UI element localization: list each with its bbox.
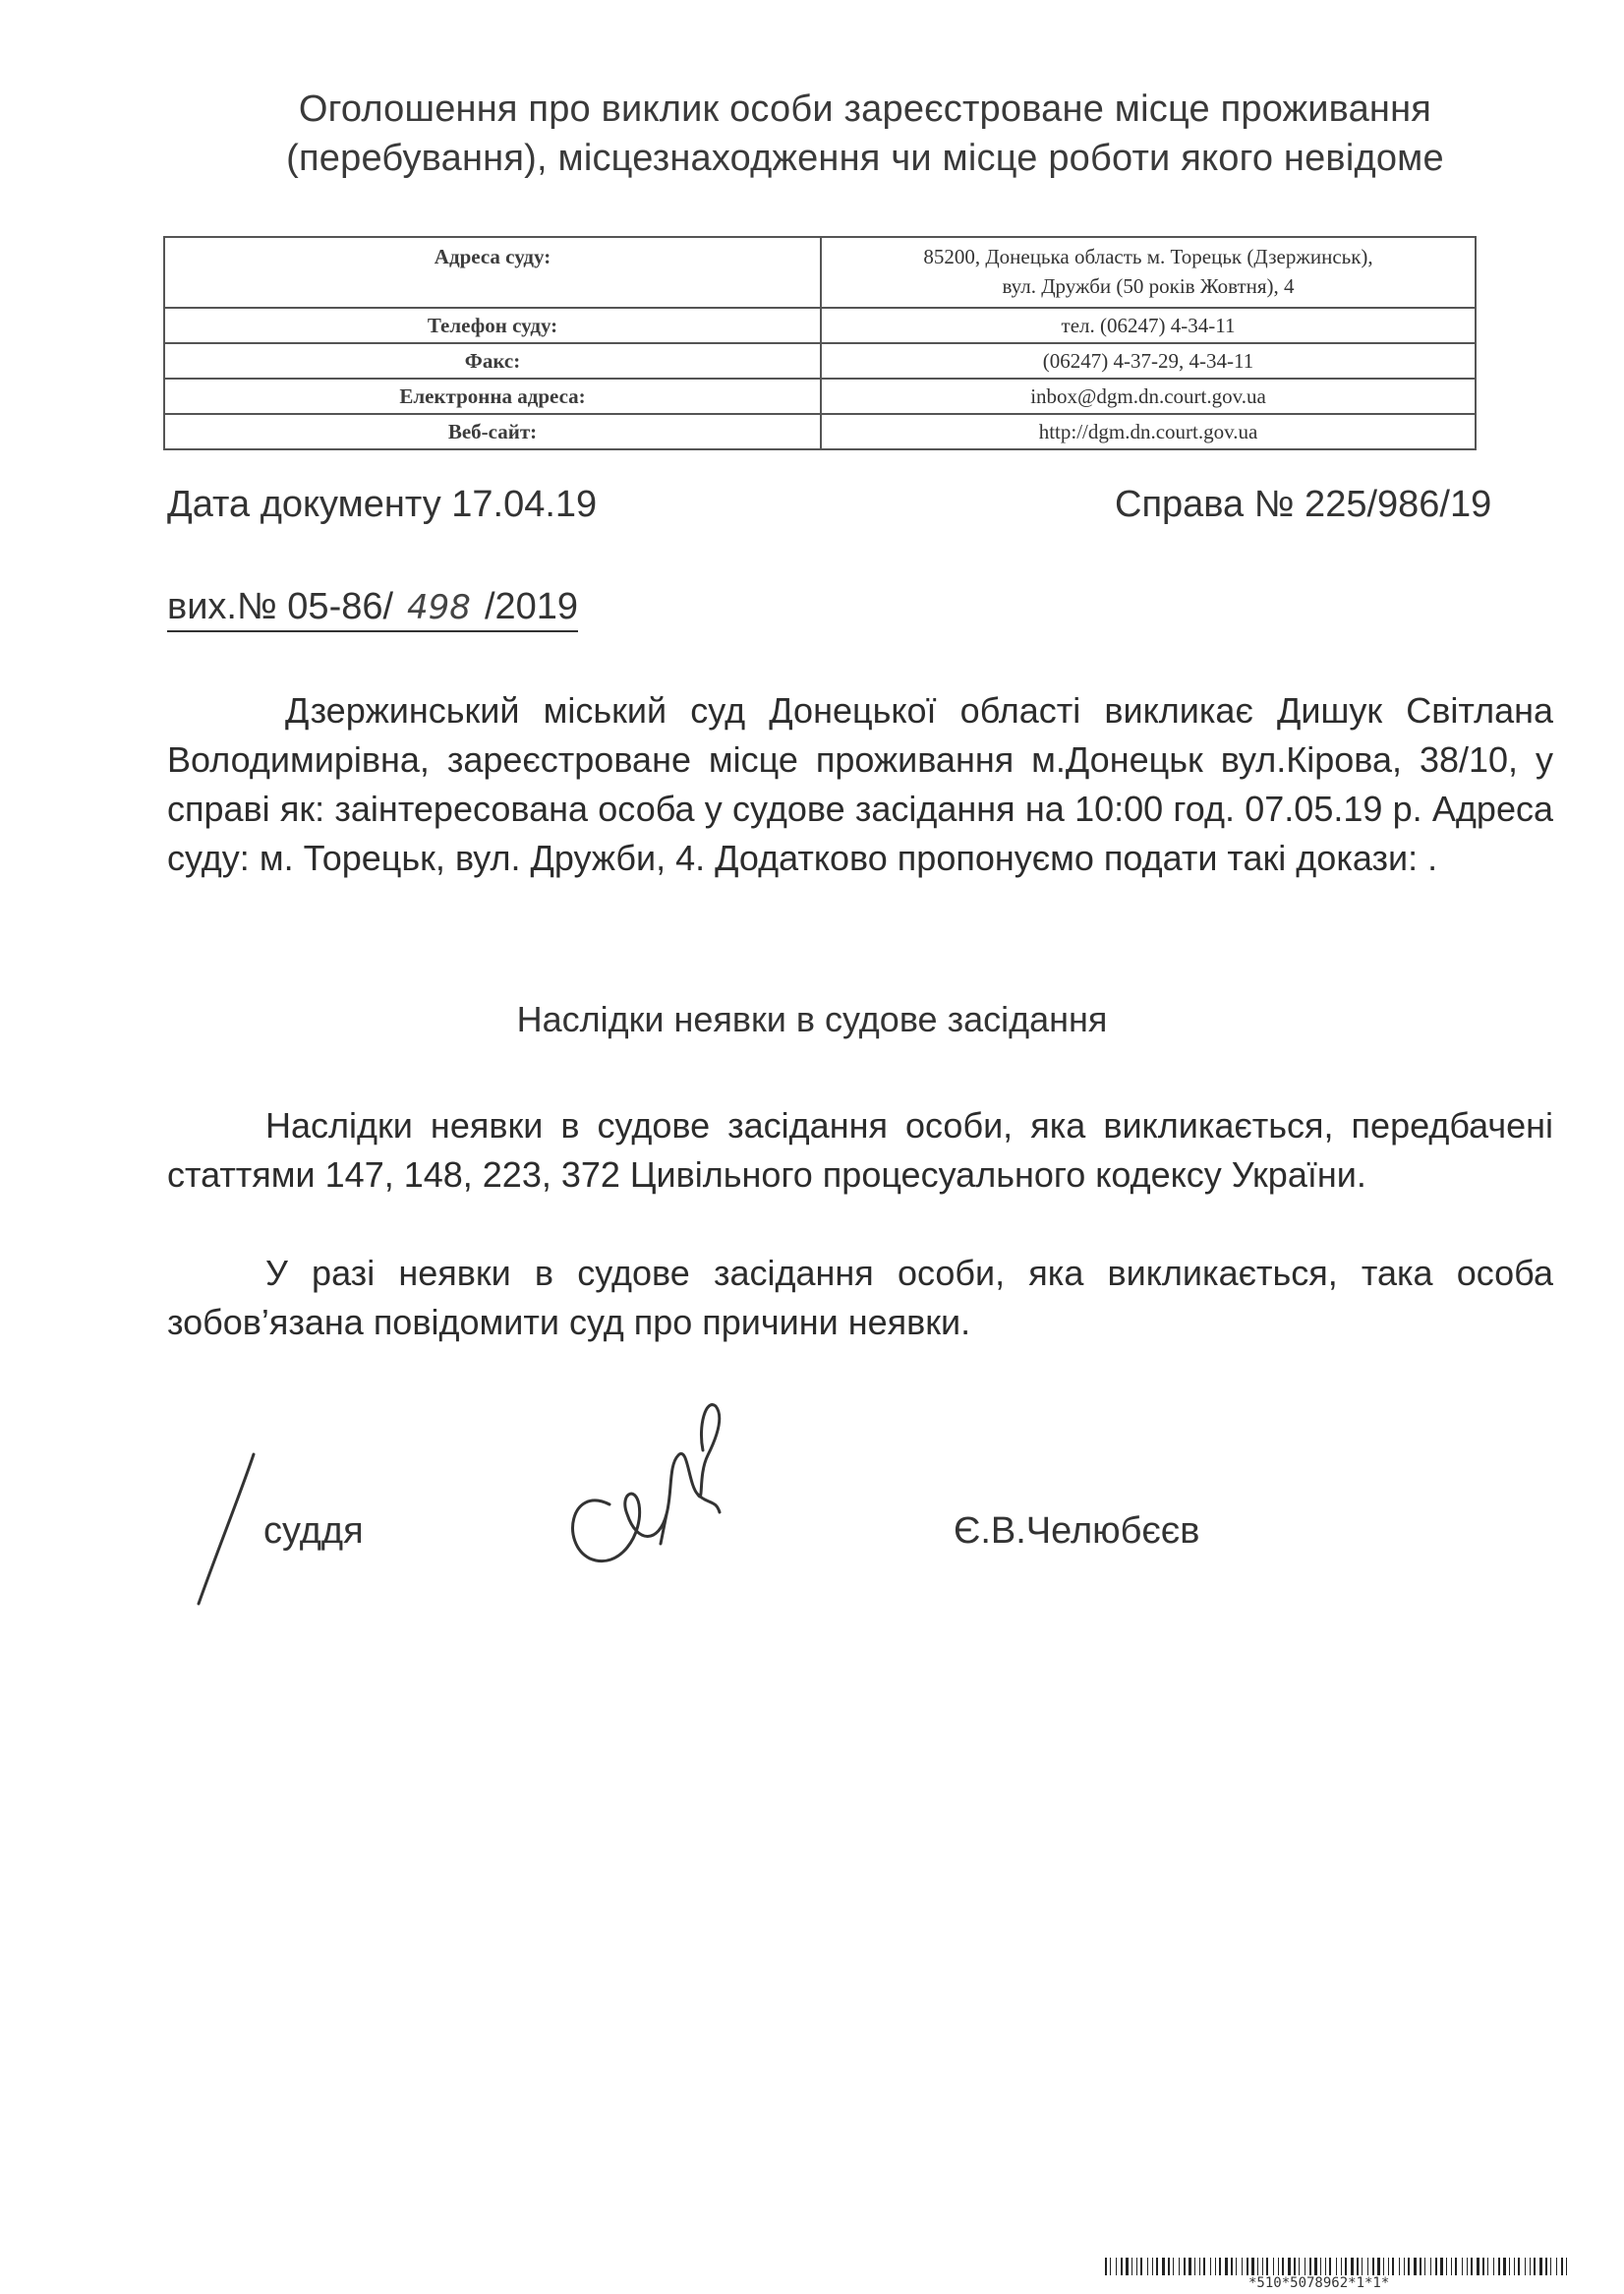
table-row xyxy=(164,343,1476,379)
fax-value: (06247) 4-37-29, 4-34-11 xyxy=(821,343,1476,379)
email-value: inbox@dgm.dn.court.gov.ua xyxy=(821,379,1476,414)
judge-role-label: суддя xyxy=(263,1510,364,1552)
outgoing-prefix: вих.№ xyxy=(167,586,288,627)
signature-slash-mark xyxy=(193,1450,261,1608)
address-label: Адреса суду: xyxy=(164,237,821,308)
outgoing-handwritten-number: 498 xyxy=(407,588,471,627)
outgoing-part-2: /2019 xyxy=(484,586,579,627)
phone-value: тел. (06247) 4-34-11 xyxy=(821,308,1476,343)
handwritten-signature xyxy=(551,1396,747,1573)
court-info-table xyxy=(163,236,1477,450)
address-value xyxy=(821,237,1476,308)
document-date: Дата документу 17.04.19 xyxy=(167,484,598,525)
consequences-paragraph: Наслідки неявки в судове засідання особи, яка викликається, передбачені статтями 147, 148, 223, 372 Цивільного процесуального кодексу України. xyxy=(167,1105,1553,1195)
table-row xyxy=(164,379,1476,414)
outgoing-part-1: 05-86/ xyxy=(287,586,394,627)
summons-paragraph: Дзержинський міський суд Донецької області викликає Дишук Світлана Володимирівна, зареєстроване місце проживання м.Донецьк вул.Кірова, 38/10, у справі як: заінтересована особа у судове засідання на 10:00 год. 07.05.19 р. Адреса суду: м. Торецьк, вул. Дружби, 4. Додатково пропонуємо подати такі докази: . xyxy=(167,690,1553,878)
email-label: Електронна адреса: xyxy=(164,379,821,414)
table-row xyxy=(164,237,1476,308)
fax-label: Факс: xyxy=(164,343,821,379)
judge-name: Є.В.Челюбєєв xyxy=(954,1510,1200,1552)
address-value-line-2: вул. Дружби (50 років Жовтня), 4 xyxy=(1002,274,1295,298)
section-heading: Наслідки неявки в судове засідання xyxy=(516,999,1108,1039)
table-row xyxy=(164,308,1476,343)
title-line-2: (перебування), місцезнаходження чи місце роботи якого невідоме xyxy=(286,138,1444,179)
table-row xyxy=(164,414,1476,449)
barcode-text: *510*5078962*1*1* xyxy=(1248,2275,1390,2291)
document-title xyxy=(197,85,1534,183)
notification-paragraph: У разі неявки в судове засідання особи, яка викликається, така особа зобов’язана повідомити суд про причини неявки. xyxy=(167,1253,1553,1342)
phone-label: Телефон суду: xyxy=(164,308,821,343)
website-value: http://dgm.dn.court.gov.ua xyxy=(821,414,1476,449)
address-value-line-1: 85200, Донецька область м. Торецьк (Дзержинськ), xyxy=(923,245,1373,268)
outgoing-number xyxy=(167,586,578,632)
title-line-1: Оголошення про виклик особи зареєстроване місце проживання xyxy=(298,88,1432,130)
case-number: Справа № 225/986/19 xyxy=(1115,484,1492,525)
barcode xyxy=(1105,2258,1567,2275)
website-label: Веб-сайт: xyxy=(164,414,821,449)
